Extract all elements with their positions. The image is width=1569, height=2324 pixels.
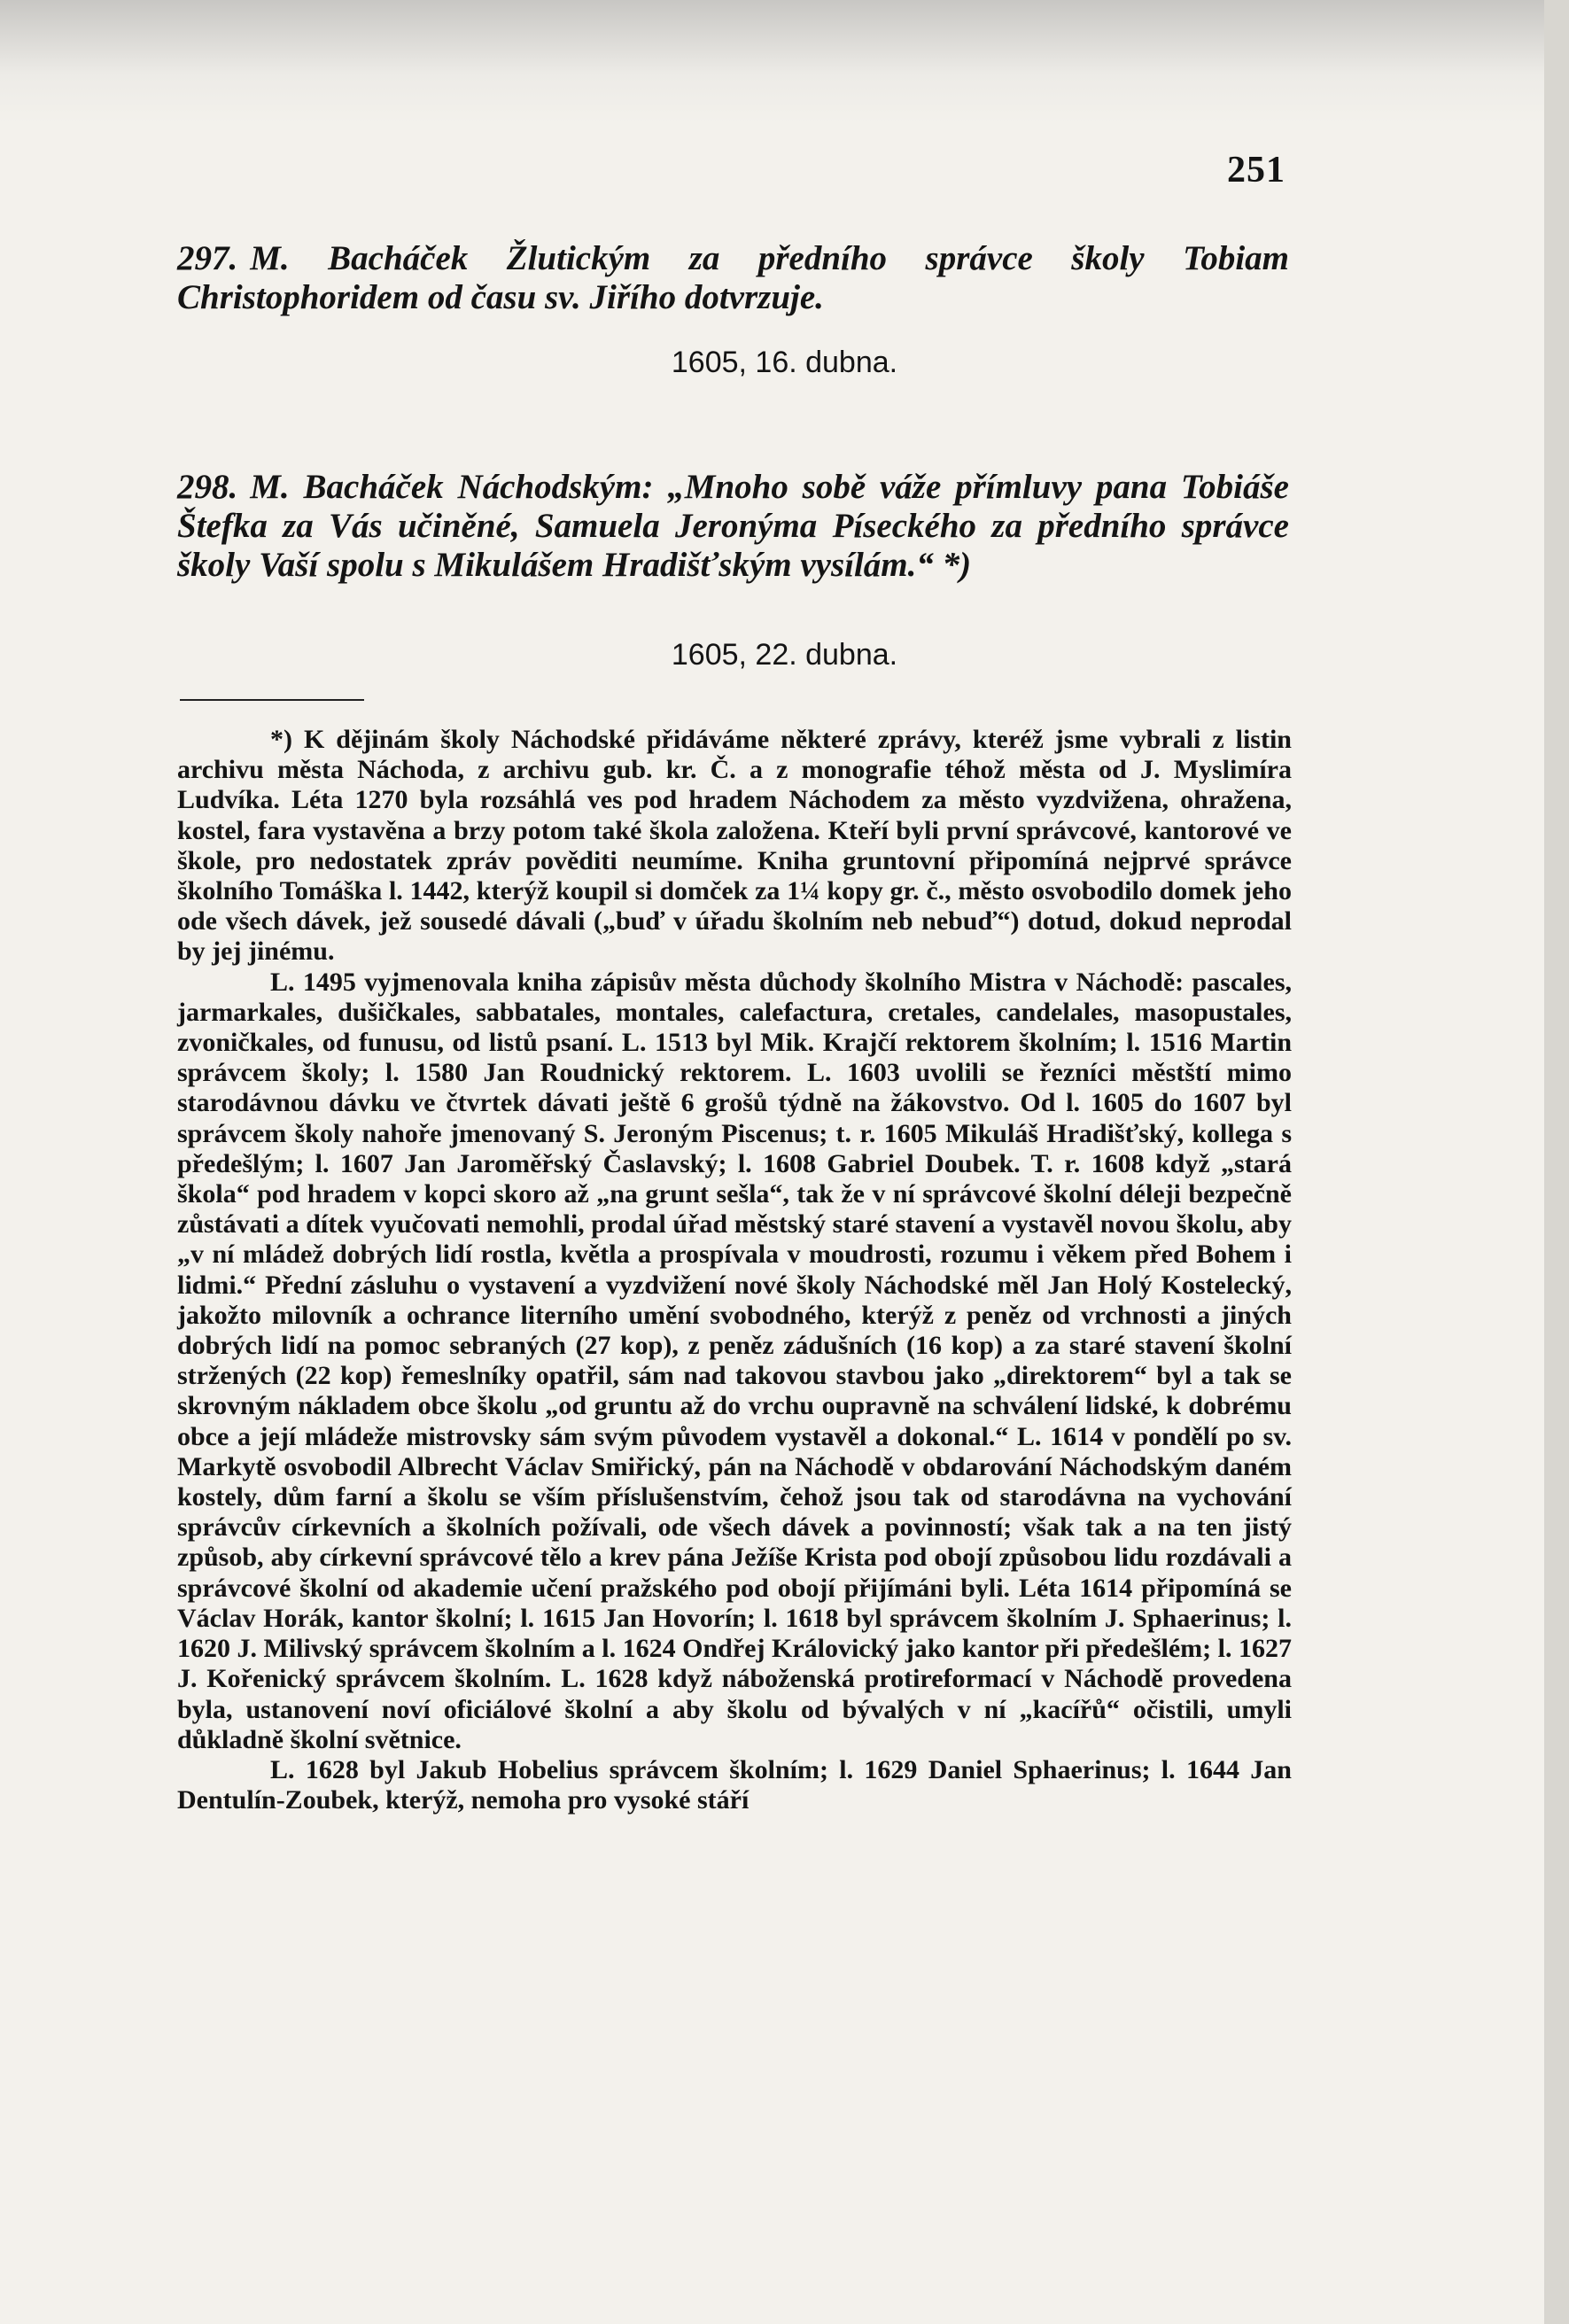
entry-298-heading: [177, 468, 1289, 585]
footnote-paragraph: *) K dějinám školy Náchodské přidáváme některé zprávy, kteréž jsme vybrali z listin archivu města Náchoda, z archivu gub. kr. Č. a z monografie téhož města od J. Myslimíra Ludvíka. Léta 1270 byla rozsáhlá ves pod hradem Náchodem za město vyzdvižena, ohražena, kostel, fara vystavěna a brzy potom také škola založena. Kteří byli první správcové, kantorové ve škole, pro nedostatek zpráv pověditi neumíme. Kniha gruntovní připomíná nejprvé správce školního Tomáška l. 1442, kterýž koupil si domček za 1¼ kopy gr. č., město osvobodilo domek jeho ode všech dávek, jež sousedé dávali („buď v úřadu školním neb nebuď“) dotud, dokud neprodal by jej jinému.: [177, 725, 1292, 967]
entry-heading-text: M. Bacháček Žlutickým za předního správce školy Tobiam Christophoridem od času sv. Jiřího dotvrzuje.: [177, 239, 1289, 316]
entry-298-date: 1605, 22. dubna.: [671, 638, 898, 672]
entry-number: 298.: [177, 468, 238, 506]
footnote-divider: [180, 699, 364, 701]
footnote: [177, 725, 1292, 1815]
entry-number: 297.: [177, 239, 238, 277]
scan-shadow: [0, 0, 1569, 124]
page-number: 251: [1227, 150, 1285, 190]
entry-heading-text: M. Bacháček Náchodským: „Mnoho sobě váže přímluvy pana Tobiáše Štefka za Vás učiněné, Samuela Jeronýma Píseckého za předního správce školy Vaší spolu s Mikulášem Hradišťským vysílám.“ *): [177, 468, 1289, 584]
footnote-paragraph: L. 1628 byl Jakub Hobelius správcem školním; l. 1629 Daniel Sphaerinus; l. 1644 Jan Dentulín-Zoubek, kterýž, nemoha pro vysoké stáří: [177, 1754, 1292, 1815]
entry-297-date: 1605, 16. dubna.: [671, 346, 898, 379]
footnote-paragraph: L. 1495 vyjmenovala kniha zápisův města důchody školního Mistra v Náchodě: pascales, jarmarkales, dušičkales, sabbatales, montales, calefactura, cretales, candelales, masopustales, zvoničkales, od funusu, od listů psaní. L. 1513 byl Mik. Krajčí rektorem školním; l. 1516 Martin správcem školy; l. 1580 Jan Roudnický rektorem. L. 1603 uvolili se řezníci městští mimo starodávnou dávku ve čtvrtek dávati ještě 6 grošů týdně na žákovstvo. Od l. 1605 do 1607 byl správcem školy nahoře jmenovaný S. Jeroným Piscenus; t. r. 1605 Mikuláš Hradišťský, kollega s předešlým; l. 1607 Jan Jaroměřský Časlavský; l. 1608 Gabriel Doubek. T. r. 1608 když „stará škola“ pod hradem v kopci skoro až „na grunt sešla“, tak že v ní správcové školní déleji bezpečně zůstávati a dítek vyučovati nemohli, prodal úřad městský staré stavení a vystavěl novou školu, aby „v ní mládež dobrých lidí rostla, květla a prospívala v moudrosti, rozumu i věkem před Bohem i lidmi.“ Přední zásluhu o vystavení a vyzdvižení nové školy Náchodské měl Jan Holý Kostelecký, jakožto milovník a ochrance literního umění svobodného, kterýž z peněz od vrchnosti a jiných dobrých lidí na pomoc sebraných (27 kop), z peněz zádušních (16 kop) a za staré stavení školní stržených (22 kop) řemeslníky opatřil, sám nad takovou stavbou jako „direktorem“ byl a tak se skrovným nákladem obce školu „od gruntu až do vrchu oupravně na schválení lidské, k dobrému obce a její mládeže mistrovsky sám svým původem vystavěl a dokonal.“ L. 1614 v pondělí po sv. Markytě osvobodil Albrecht Václav Smiřický, pán na Náchodě v obdarování Náchodským daném kostely, dům farní a školu se vším příslušenstvím, čehož jsou tak od starodávna na vychování správcův církevních a školních požívali, ode všech dávek a povinností; však tak a na ten jistý způsob, aby církevní správcové tělo a krev pána Ježíše Krista pod obojí způsobou lidu rozdávali a správcové školní od akademie učení pražského pod obojí přijímáni byli. Léta 1614 připomíná se Václav Horák, kantor školní; l. 1615 Jan Hovorín; l. 1618 byl správcem školním J. Sphaerinus; l. 1620 J. Milivský správcem školním a l. 1624 Ondřej Královický jako kantor při předešlém; l. 1627 J. Kořenický správcem školním. L. 1628 když náboženská protireformací v Náchodě provedena byla, ustanovení noví oficiálové školní a aby školu od bývalých v ní „kacířů“ očistili, umyli důkladně školní světnice.: [177, 967, 1292, 1754]
entry-297-heading: [177, 239, 1289, 317]
